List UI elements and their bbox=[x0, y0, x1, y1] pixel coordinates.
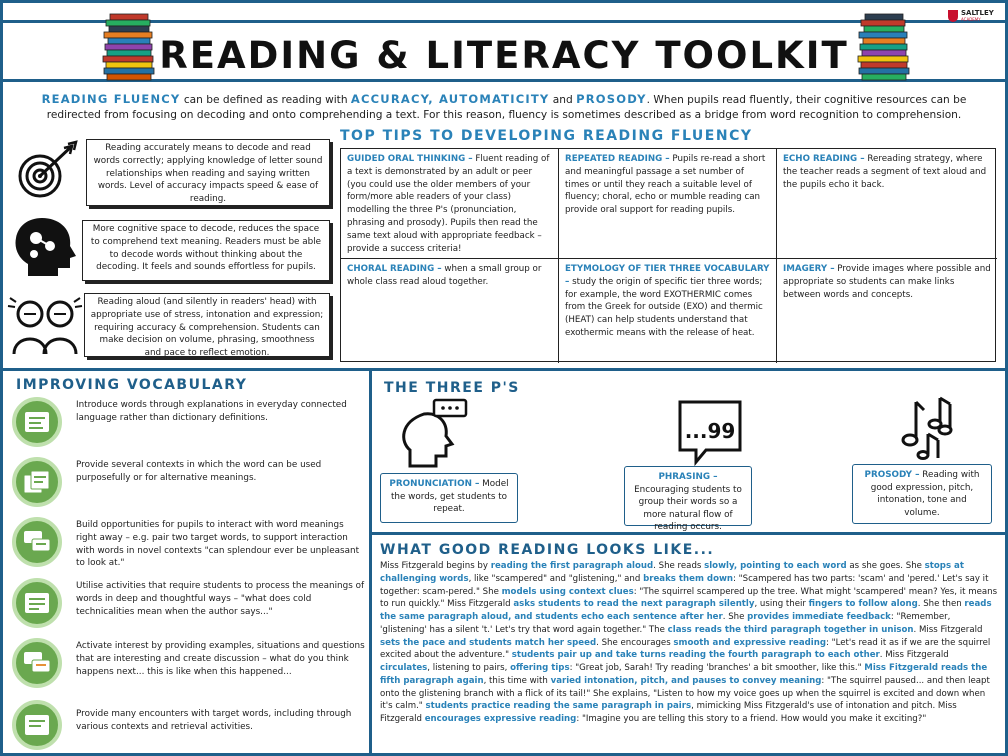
paragraph-text: . Miss Fitzgerald bbox=[879, 650, 949, 661]
list-item bbox=[12, 517, 362, 573]
intro-paragraph bbox=[16, 92, 992, 123]
paragraph-text: . She encourages bbox=[596, 637, 674, 648]
tip-text: when a small group or whole class read aloud together. bbox=[347, 264, 542, 287]
prosody-definition: Reading aloud (and silently in readers' head) with appropriate use of stress, intonation and expression; requiring accuracy & comprehension. Students can make decision on volume, phrasing, smoothness and pace to reflect emotion. bbox=[84, 293, 330, 357]
keyword: PROSODY bbox=[576, 92, 647, 106]
tips-grid bbox=[340, 148, 996, 362]
highlight-text: provides immediate feedback bbox=[747, 612, 891, 622]
tip-text: Rereading strategy, where the teacher reads a segment of text aloud and the pupils echo it back. bbox=[783, 154, 987, 190]
speaking-head-icon bbox=[398, 398, 470, 470]
tip-heading: ETYMOLOGY OF TIER THREE VOCABULARY – bbox=[565, 264, 770, 287]
keyword: ACCURACY, AUTOMATICITY bbox=[350, 92, 550, 106]
document-icon bbox=[12, 700, 62, 750]
intro-text: . When pupils read fluently, their cognitive resources can be redirected from focusing on decoding and onto comprehending a text. For this reason, fluency is sometimes described as a bridge from word recognition to comprehension. bbox=[46, 94, 967, 121]
section-divider bbox=[3, 368, 1005, 371]
keyword: READING FLUENCY bbox=[41, 92, 181, 106]
readers-icon bbox=[6, 292, 84, 356]
highlight-text: sets the pace and students match her speed bbox=[380, 637, 597, 648]
paragraph-text: : "Let's read it as if we are the squirrel excited about the adventure." bbox=[380, 637, 991, 661]
highlight-text: breaks them down bbox=[643, 573, 734, 584]
chat-icon bbox=[12, 638, 62, 688]
highlight-text: models using context clues bbox=[501, 586, 634, 597]
intro-text: and bbox=[549, 94, 577, 106]
paragraph-text: . She bbox=[722, 612, 748, 622]
vocab-text: Build opportunities for pupils to interact with word meanings right away – e.g. pair two target words, to support interaction with words in novel contexts "can splendour ever be unpleasant to look at." bbox=[76, 520, 360, 569]
tip-cell bbox=[559, 259, 777, 363]
tip-cell bbox=[341, 259, 559, 363]
vocab-text: Provide many encounters with target words, including through various contexts and retrieval activities. bbox=[76, 709, 352, 732]
p-text: Model the words, get students to repeat. bbox=[390, 479, 509, 515]
tip-text: Fluent reading of a text is demonstrated by an adult or peer (you could use the older members of your form/more able readers of your class) modelling the three P's (pronunciation, phrasing and prosody). Pupils then read the same text aloud with appropriate feedback – provide a success criteria! bbox=[347, 154, 550, 254]
paragraph-text: , this time with bbox=[483, 675, 551, 686]
school-logo bbox=[948, 10, 994, 22]
tip-text: Pupils re-read a short and meaningful passage a set number of times or until they reach a suitable level of fluency; choral, echo or mumble reading can provide oral support for reading pupils. bbox=[565, 154, 766, 216]
bubble-text: ...99 bbox=[684, 419, 736, 443]
paragraph-text: : "Imagine you are telling this story to a friend. How would you make it exciting?" bbox=[576, 714, 927, 724]
vocab-text: Introduce words through explanations in everyday connected language rather than dictionary definitions. bbox=[76, 400, 347, 423]
highlight-text: stops at challenging words bbox=[380, 561, 964, 584]
tip-cell bbox=[777, 259, 997, 363]
p-heading: PRONUNCIATION – bbox=[389, 479, 480, 489]
paragraph-text: : "Great job, Sarah! Try reading 'branches' a bit smoother, like this." bbox=[569, 663, 865, 673]
tip-cell bbox=[559, 149, 777, 259]
shield-icon bbox=[948, 10, 958, 22]
list-item bbox=[12, 638, 365, 694]
highlight-text: circulates bbox=[380, 663, 428, 673]
p-text: Reading with good expression, pitch, intonation, tone and volume. bbox=[870, 470, 980, 518]
list-item bbox=[12, 397, 362, 453]
paragraph-text: as she goes. She bbox=[846, 561, 925, 571]
paragraph-text: . Miss Fitzgerald bbox=[913, 624, 983, 635]
target-icon bbox=[14, 140, 80, 200]
highlight-text: asks students to read the next paragraph silently bbox=[513, 599, 755, 610]
highlight-text: smooth and expressive reading bbox=[673, 637, 826, 648]
highlight-text: reads the same paragraph aloud, and students echo each sentence after her bbox=[380, 599, 992, 622]
vocab-text: Utilise activities that require students to process the meanings of words in deep and thoughtful ways – "what does cold technicalities mean when the author says..." bbox=[76, 581, 365, 617]
document-icon bbox=[12, 397, 62, 447]
paragraph-text: , listening to pairs, bbox=[427, 663, 511, 673]
paragraph-text: . She then bbox=[917, 599, 965, 610]
list-item bbox=[12, 457, 362, 513]
paragraph-text: : "The squirrel scampered up the tree. What might 'scampered' mean? Yes, it means to run quickly." Miss Fitzgerald bbox=[380, 586, 998, 610]
good-reading-paragraph bbox=[380, 560, 998, 726]
tips-title: TOP TIPS TO DEVELOPING READING FLUENCY bbox=[340, 128, 753, 144]
highlight-text: Miss Fitzgerald reads the fifth paragraph again bbox=[380, 663, 988, 686]
tip-cell bbox=[341, 149, 559, 259]
intro-text: can be defined as reading with bbox=[180, 94, 351, 106]
vocabulary-title: IMPROVING VOCABULARY bbox=[16, 377, 248, 393]
logo-name: SALTLEY bbox=[961, 9, 994, 17]
paragraph-text: : "Remember, 'glistening' has a silent 't.' Let's try that word again together." The bbox=[380, 612, 951, 635]
highlight-text: class reads the third paragraph together in unison bbox=[667, 624, 914, 635]
accuracy-definition: Reading accurately means to decode and read words correctly; applying knowledge of letter sound relationships when reading and saying written words. Level of accuracy impacts speed & ease of reading. bbox=[86, 139, 330, 206]
automaticity-definition: More cognitive space to decode, reduces the space to comprehend text meaning. Readers must be able to decode words without thinking about the decoding. It feels and sounds effortless for pupils. bbox=[82, 220, 330, 281]
highlight-text: fingers to follow along bbox=[808, 599, 918, 610]
p-text: Encouraging students to group their words so a more natural flow of reading occurs. bbox=[634, 484, 742, 533]
tip-heading: CHORAL READING – bbox=[347, 264, 442, 274]
tip-text: study the origin of specific tier three words; for example, the word EXOTHERMIC comes from the Greek for outside (EXO) and thermic (HEAT) can help students understand that exothermic means with the release of heat. bbox=[565, 276, 763, 338]
tip-heading: IMAGERY – bbox=[783, 264, 835, 274]
list-item bbox=[12, 700, 362, 756]
prosody-box bbox=[852, 464, 992, 524]
paragraph-text: : "The squirrel paused... and then leapt onto the glistening branch with a flick of its tail!" She explains, "Listen to how my voice goes up when the squirrel is excited and down when it's calm." bbox=[380, 675, 990, 712]
phrasing-box bbox=[624, 466, 752, 533]
good-reading-title: WHAT GOOD READING LOOKS LIKE... bbox=[380, 542, 715, 558]
tip-heading: REPEATED READING – bbox=[565, 154, 670, 164]
tip-cell bbox=[777, 149, 997, 259]
highlight-text: students practice reading the same paragraph in pairs bbox=[425, 701, 692, 712]
list-item bbox=[12, 578, 365, 634]
tip-text: Provide images where possible and appropriate so students can make links between words and concepts. bbox=[783, 264, 991, 300]
chat-icon bbox=[12, 517, 62, 567]
paragraph-text: , using their bbox=[754, 599, 809, 610]
paragraph-text: : "Scampered has two parts: 'scam' and 'pered.' Let's say it together: scam-pered." She bbox=[380, 573, 989, 597]
three-ps-title: THE THREE P'S bbox=[384, 380, 520, 396]
highlight-text: varied intonation, pitch, and pauses to convey meaning bbox=[550, 675, 822, 686]
vocab-text: Provide several contexts in which the word can be used purposefully or for alternative meanings. bbox=[76, 460, 322, 483]
paragraph-text: , like "scampered" and "glistening," and bbox=[468, 573, 644, 584]
vocab-text: Activate interest by providing examples, situations and questions that are interesting and create discussion – what do you think happens next... this is like when this happened... bbox=[76, 641, 365, 677]
paragraph-text: , mimicking Miss Fitzgerald's use of intonation and pitch. Miss Fitzgerald bbox=[380, 701, 957, 724]
document-icon bbox=[12, 578, 62, 628]
logo-sub: ACADEMY bbox=[961, 17, 981, 22]
pronunciation-box bbox=[380, 473, 518, 523]
highlight-text: offering tips bbox=[510, 663, 570, 673]
highlight-text: slowly, pointing to each word bbox=[704, 561, 847, 571]
highlight-text: reading the first paragraph aloud bbox=[490, 561, 654, 571]
tip-heading: ECHO READING – bbox=[783, 154, 865, 164]
p-heading: PHRASING – bbox=[658, 472, 718, 482]
pages-icon bbox=[12, 457, 62, 507]
p-heading: PROSODY – bbox=[864, 470, 920, 480]
music-notes-icon bbox=[898, 394, 956, 460]
speech-bubble-icon bbox=[676, 398, 744, 466]
head-gears-icon bbox=[12, 216, 78, 278]
tip-heading: GUIDED ORAL THINKING – bbox=[347, 154, 473, 164]
paragraph-text: . She reads bbox=[653, 561, 705, 571]
highlight-text: encourages expressive reading bbox=[424, 714, 577, 724]
paragraph-text: Miss Fitzgerald begins by bbox=[380, 561, 491, 571]
page-title: READING & LITERACY TOOLKIT bbox=[159, 34, 849, 77]
highlight-text: students pair up and take turns reading the fourth paragraph to each other bbox=[511, 650, 880, 661]
section-divider bbox=[369, 368, 372, 756]
